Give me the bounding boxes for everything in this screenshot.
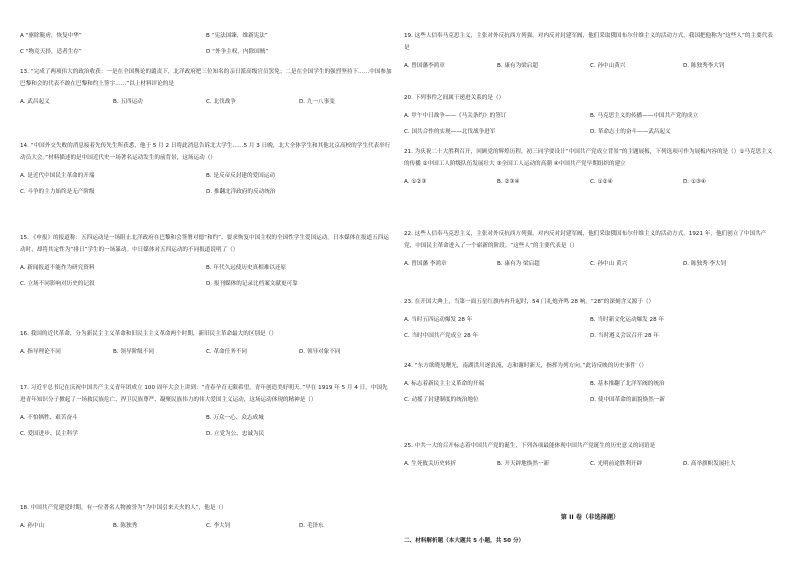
option-d: D. 使中国革命的面貌焕然一新 — [590, 397, 665, 403]
question-q18 — [20, 502, 392, 532]
question-stem: 17. 习近平总书记在庆祝中国共产主义青年团成立 100 周年大会上讲到：“青春孕育无限希望，青年创造美好明天。”早在 1919 年 5 月 4 日，中国先进青年知识分子掀起了一场救民族危亡、捍卫民族尊严、凝聚民族伟力的伟大爱国主义运动，这场运动体现的精神是（） — [20, 385, 388, 403]
option-c: C. ①②④ — [590, 179, 613, 185]
option-a: A. 指导理论不同 — [20, 349, 61, 355]
option-c: C. 斗争的主力始终是无产阶级 — [20, 189, 95, 195]
option-a: A. ①②③ — [404, 179, 427, 185]
option-a: A. 武昌起义 — [20, 99, 50, 105]
option-c: C. 李大钊 — [206, 523, 231, 529]
question-stem: 18. 中国共产党建党时期，有一位著名人物被誉为“为中国引来天火的人”，他是（） — [20, 505, 227, 511]
option-c: C. 革命任务不同 — [206, 349, 248, 355]
question-q12_tail — [20, 30, 392, 62]
option-a: A. 曾国藩李鸿章 — [404, 63, 445, 69]
question-q22 — [404, 228, 776, 270]
option-d: D. 推翻北洋政府的反动统治 — [206, 189, 276, 195]
section-title: 第 II 卷（非选择题） — [560, 514, 620, 521]
option-c: C. 当时中国共产党成立 28 年 — [404, 333, 479, 339]
option-a: A. 孙中山 — [20, 523, 45, 529]
option-d: D. 当时遵义会议召开 28 年 — [590, 333, 659, 339]
question-q13 — [20, 66, 392, 108]
option-d: D. ①③④ — [683, 179, 706, 185]
option-b: B. 是反帝反封建的爱国运动 — [206, 173, 275, 179]
option-a: A. 新闻报道不能作为研究资料 — [20, 265, 95, 271]
question-stem: 13. “完成了两项伟大的政治收获：一是在全国舆论的谴责下，北洋政府把三位知名的亲日派高级官员罢免；二是在全国学生的强烈坚持下……中国参加巴黎和会的代表不敢在巴黎和约上签字……”以上材料评论的是 — [20, 69, 392, 87]
option-d: D. 革命志士的奋斗——武昌起义 — [590, 129, 671, 135]
option-b: B. 当时新文化运动爆发 28 年 — [590, 317, 665, 323]
option-d: D. 立党为公、忠诚为民 — [206, 431, 265, 437]
question-stem: 22. 这些人信奉马克思主义，主张对外反抗西方列强，对内反对封建军阀，他们采取俄国布尔什维主义的活动方式。1921 年，他们创立了中国共产党，中国民主革命进入了一个崭新的阶段。“这些人”的主要代表是（） — [404, 231, 767, 249]
option-b: B. 康有为梁启超 — [497, 63, 538, 69]
question-q25 — [404, 440, 776, 470]
question-q15 — [20, 232, 392, 294]
question-q21 — [404, 146, 776, 188]
option-d: D. 毛泽东 — [299, 523, 324, 529]
option-a: A. 是近代中国民主革命的开端 — [20, 173, 95, 179]
option-c: C. 立场不同影响对历史的记叙 — [20, 281, 95, 287]
option-d: D “外争主权，内除国贼” — [206, 49, 269, 55]
option-a: A “驱除鞑虏，恢复中华” — [20, 33, 82, 39]
option-b: B. 陈独秀 — [113, 523, 138, 529]
option-c: C. 光明前途胜利开辟 — [590, 461, 643, 467]
option-b: B. 领导阶级不同 — [113, 349, 154, 355]
question-q20 — [404, 92, 776, 142]
question-stem: 24. “东方欲晓见曙光，南湖洪川逐浪流，志和谢时新天，指挥为列方向。”此诗反映的历史事件（） — [404, 363, 648, 369]
question-stem: 14. “中国外交失败的消息接着先传先生所获悉，他于 5 月 2 日将此消息告诉北大学生……5 月 3 日晚，北大全体学生和其他北京高校的学生代表举行动员大会。”材料描述的是中国近代史一场著名运动发生的前背景，这场运动（） — [20, 143, 391, 161]
question-stem: 16. 我国的近代革命，分为新民主主义革命和旧民主主义革命两个时期，新旧民主革命最大的区别是（） — [20, 331, 277, 337]
option-d: D. 陈独秀 李大钊 — [683, 261, 727, 267]
question-stem: 15. 《申报》的报道称：五四运动是一场阻止北洋政府在巴黎和会签署对德“和约”、要求恢复中国主权的全国性学生爱国运动。日本媒体在报道五四运动时，却将其定性为“排日”学生的一场暴动。中日媒体对五四运动的不同报道说明了（） — [20, 235, 389, 253]
option-c: C. 爱国进步、民主科学 — [20, 431, 78, 437]
option-d: D. 九一八事变 — [299, 99, 335, 105]
option-b: B “宪法国臻，维新宪法” — [206, 33, 268, 39]
question-stem: 20. 下列事件之间属于递进关系的是（） — [404, 95, 505, 101]
question-stem: 19. 这些人信奉马克思主义，主张对外反抗西方列强，对内反对封建军阀，他们采取俄国布尔什维主义的活动方式，我国把他称为“这些人”的主要代表是 — [404, 33, 773, 51]
right-column — [404, 0, 776, 562]
option-b: B. ②③④ — [497, 179, 520, 185]
section-subtitle: 二、材料解析题（本大题共 5 小题，共 50 分） — [404, 538, 525, 544]
option-b: B. 康有为 梁启超 — [497, 261, 540, 267]
option-b: B. 五四运动 — [113, 99, 143, 105]
left-column — [20, 0, 392, 562]
option-c: C “物竞天择，适者生存” — [20, 49, 82, 55]
question-stem: 25. 中共一大的召开标志着中国共产党的诞生，下列各项最能体现中国共产党诞生的历史意义的词语是 — [404, 443, 656, 449]
option-b: B. 万众一心、众志成城 — [206, 415, 264, 421]
option-b: B. 基本推翻了北洋军阀的统治 — [590, 381, 665, 387]
option-d: D. 领导对象不同 — [299, 349, 341, 355]
question-stem: 23. 在开国大典上，当第一面五星红旗冉冉升起时，54 门礼炮齐鸣 28 响。“28”的深刻含义源于（） — [404, 299, 655, 305]
question-q23 — [404, 296, 776, 346]
option-a: A. 甲午中日战争——《马关条约》的签订 — [404, 113, 507, 119]
option-a: A. 曾国藩 李鸿章 — [404, 261, 447, 267]
option-c: C. 孙中山黄兴 — [590, 63, 626, 69]
option-c: C. 动摇了封建制度的统治地位 — [404, 397, 479, 403]
option-a: A. 当时五四运动爆发 28 年 — [404, 317, 473, 323]
question-q19 — [404, 30, 776, 72]
option-d: D. 高举旗帜发展壮大 — [683, 461, 736, 467]
option-b: B. 马克思主义的传播——中国共产党的成立 — [590, 113, 699, 119]
option-c: C. 国共合作的实现——北伐战争进军 — [404, 129, 496, 135]
option-d: D. 陈独秀李大钊 — [683, 63, 725, 69]
option-b: B. 年代久远使历史真相难以还原 — [206, 265, 287, 271]
option-a: A. 不怕牺牲、艰苦奋斗 — [20, 415, 78, 421]
option-b: B. 开天辟地焕然一新 — [497, 461, 550, 467]
option-a: A. 生死攸关历史转折 — [404, 461, 457, 467]
question-q16 — [20, 328, 392, 358]
question-stem: 21. 为庆祝二十大胜利召开，回顾党的辉煌历程，初三同学要设计“中国共产党成立背景”的主题展板，下列选项可作为展板内容的是（）①马克思主义的传播 ②中国工人阶级队伍发展壮大 ③全国工人运动的高潮 ④中国共产党早期组织的建立 — [404, 149, 773, 167]
question-q14 — [20, 140, 392, 202]
option-c: C. 孙中山 黄兴 — [590, 261, 628, 267]
question-q17 — [20, 382, 392, 444]
option-a: A. 标志着新民主主义革命的开端 — [404, 381, 485, 387]
option-c: C. 北伐战争 — [206, 99, 236, 105]
option-d: D. 报刊媒体的记录比档案文献更可靠 — [206, 281, 298, 287]
question-q24 — [404, 360, 776, 410]
